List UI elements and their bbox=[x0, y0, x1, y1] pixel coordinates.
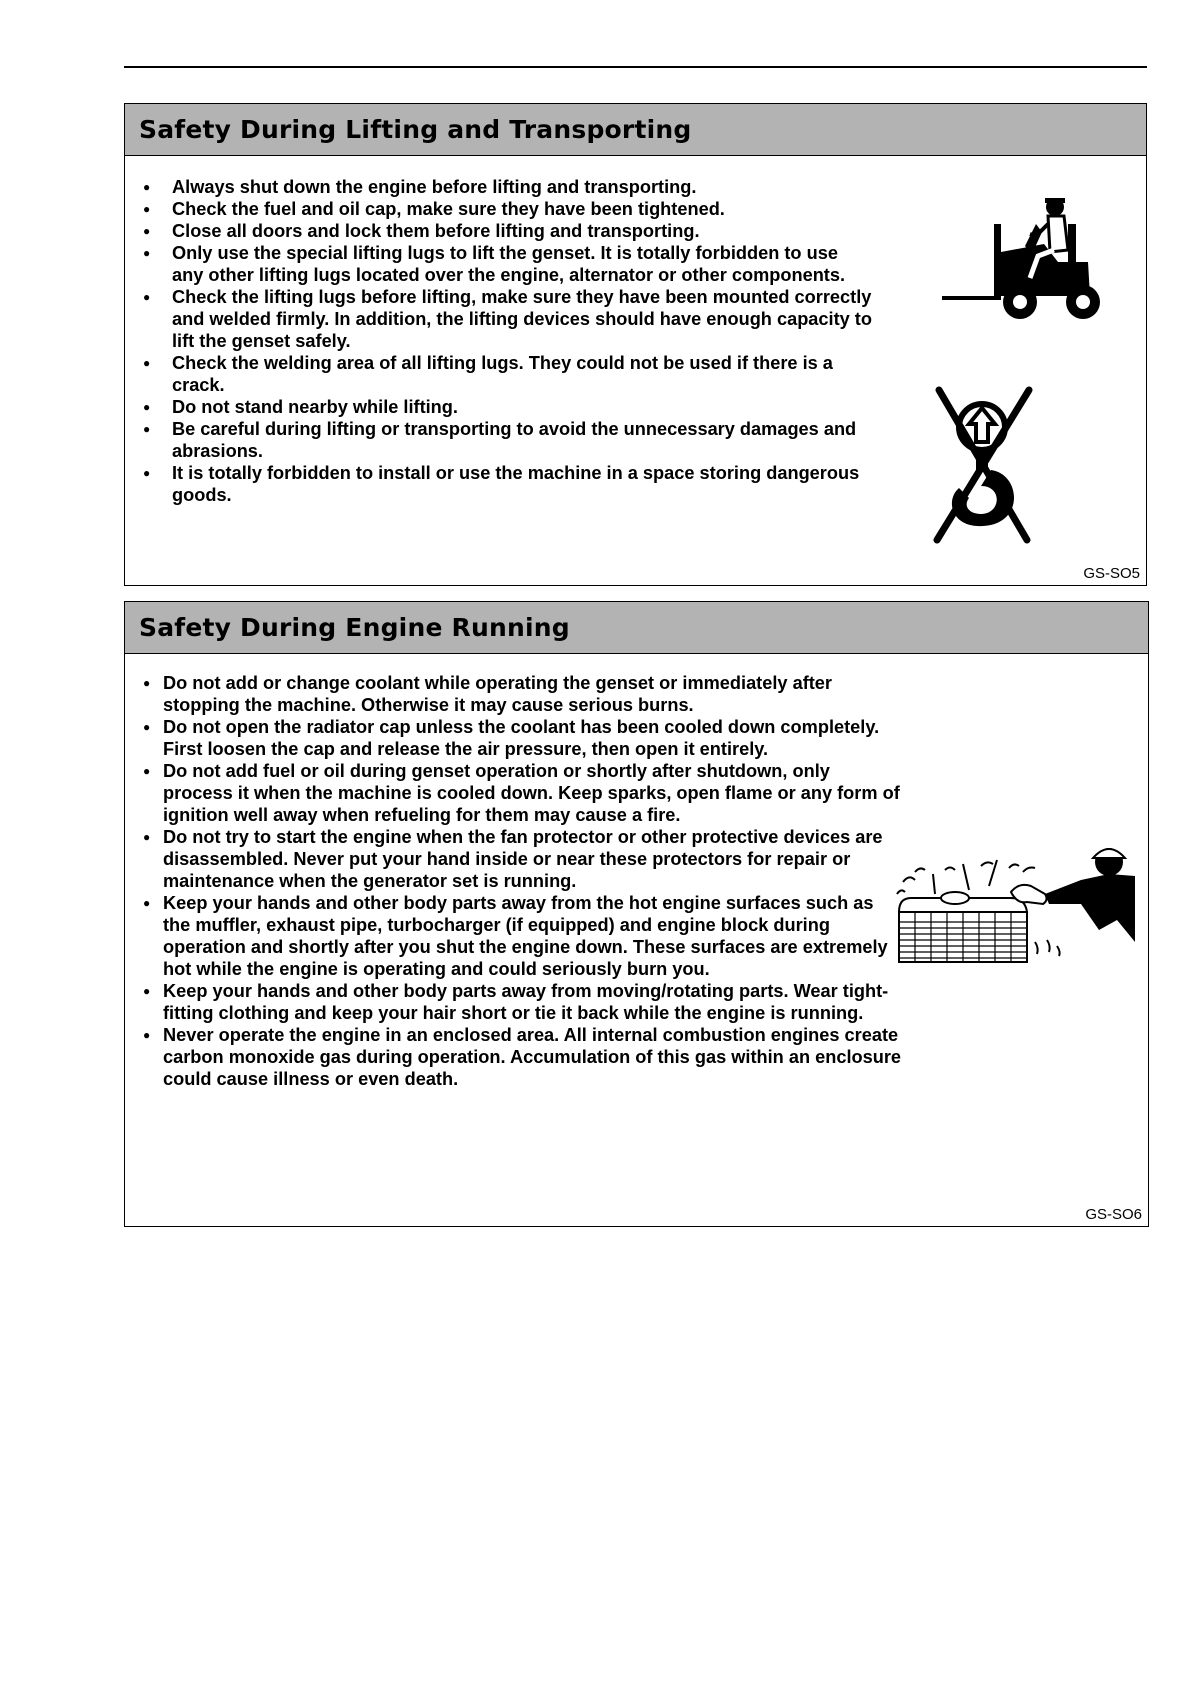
list-item: ● Do not add or change coolant while operating the genset or immediately after stopping the machine. Otherwise it may cause serious burns. bbox=[163, 672, 903, 716]
section-code: GS-SO6 bbox=[1085, 1206, 1142, 1223]
section-title: Safety During Engine Running bbox=[139, 613, 570, 642]
section-title: Safety During Lifting and Transporting bbox=[139, 115, 692, 144]
section-code: GS-SO5 bbox=[1083, 565, 1140, 582]
list-item: ● Keep your hands and other body parts away from moving/rotating parts. Wear tight-fitting clothing and keep your hair short or tie it back while the engine is running. bbox=[163, 980, 903, 1024]
section-lifting-transporting bbox=[124, 103, 1147, 586]
bullet-list bbox=[163, 672, 903, 1090]
forklift-icon bbox=[940, 184, 1110, 324]
no-hook-lifting-icon bbox=[925, 382, 1045, 547]
list-item: ● Keep your hands and other body parts away from the hot engine surfaces such as the muffler, exhaust pipe, turbocharger (if equipped) and engine block during operation and shortly after you shut the engine down. These surfaces are extremely hot while the engine is operating and could seriously burn you. bbox=[163, 892, 903, 980]
list-item: ● Do not open the radiator cap unless the coolant has been cooled down completely. First loosen the cap and release the air pressure, then open it entirely. bbox=[163, 716, 903, 760]
section-engine-running bbox=[124, 601, 1149, 1227]
list-item: ● Do not stand nearby while lifting. bbox=[172, 396, 872, 418]
list-item: ● Be careful during lifting or transporting to avoid the unnecessary damages and abrasions. bbox=[172, 418, 872, 462]
list-item: ● Only use the special lifting lugs to lift the genset. It is totally forbidden to use any other lifting lugs located over the engine, alternator or other components. bbox=[172, 242, 872, 286]
hot-radiator-warning-icon bbox=[885, 842, 1145, 982]
list-item: ● Do not try to start the engine when the fan protector or other protective devices are disassembled. Never put your hand inside or near these protectors for repair or maintenance when the generator set is running. bbox=[163, 826, 903, 892]
list-item: ● Check the lifting lugs before lifting, make sure they have been mounted correctly and welded firmly. In addition, the lifting devices should have enough capacity to lift the genset safely. bbox=[172, 286, 872, 352]
list-item: ● Check the fuel and oil cap, make sure they have been tightened. bbox=[172, 198, 872, 220]
list-item: ● Check the welding area of all lifting lugs. They could not be used if there is a crack. bbox=[172, 352, 872, 396]
section-header bbox=[125, 602, 1148, 654]
section-header bbox=[125, 104, 1146, 156]
list-item: ● Close all doors and lock them before lifting and transporting. bbox=[172, 220, 872, 242]
bullet-list bbox=[172, 176, 872, 506]
list-item: ● Never operate the engine in an enclosed area. All internal combustion engines create carbon monoxide gas during operation. Accumulation of this gas within an enclosure could cause illness or even death. bbox=[163, 1024, 903, 1090]
list-item: ● Do not add fuel or oil during genset operation or shortly after shutdown, only process it when the machine is cooled down. Keep sparks, open flame or any form of ignition well away when refueling for them may cause a fire. bbox=[163, 760, 903, 826]
top-rule bbox=[124, 66, 1147, 68]
list-item: ● Always shut down the engine before lifting and transporting. bbox=[172, 176, 872, 198]
list-item: ● It is totally forbidden to install or use the machine in a space storing dangerous goods. bbox=[172, 462, 872, 506]
